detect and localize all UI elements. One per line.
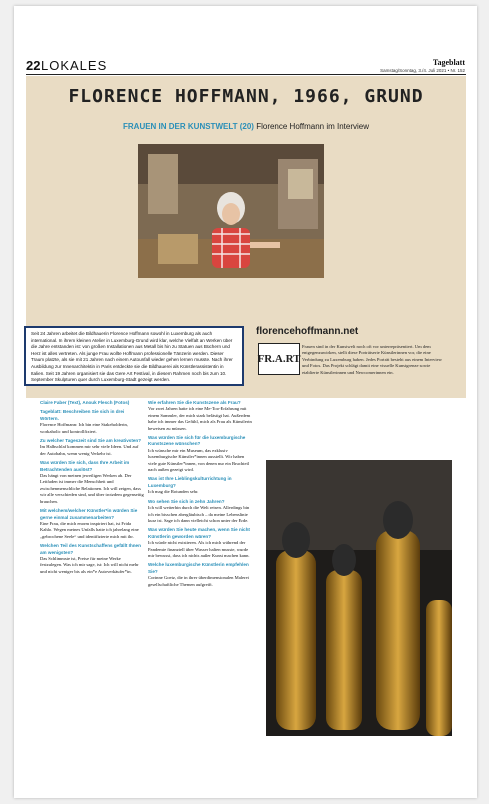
article-headline: FLORENCE HOFFMANN, 1966, GRUND	[68, 86, 424, 107]
page-number: 22	[26, 58, 41, 73]
statues-photo	[266, 460, 452, 736]
author-credit: Claire Faber (Text), Anouk Flesch (Fotos)	[40, 400, 130, 405]
question: Was würden Sie heute machen, wenn Sie nicht Künstlerin geworden wären?	[148, 527, 250, 539]
article-subhead	[26, 122, 466, 131]
page-header	[14, 6, 477, 74]
fr-art-logo: FR.A.RT	[258, 343, 300, 375]
question: Was ist Ihre Lieblingskulturrichtung in Luxemburg?	[148, 476, 232, 488]
question: Was würden Sie sich für die luxemburgische Kunstszene wünschen?	[148, 435, 246, 447]
answer: Ich würde nicht existieren. Als ich mich während der Pandemie finanziell über Wasser halten musste, wurde mir bewusst, dass ich nichts außer Kunst machen kann.	[148, 540, 250, 558]
question: Tageblatt: Beschreiben Sie sich in drei Wörtern.	[40, 409, 125, 421]
answer: Ich mag die Rotunden sehr.	[148, 489, 199, 495]
question: Mit welchem/welcher Künstler*in würden Sie gerne einmal zusammenarbeiten?	[40, 508, 138, 520]
answer: Ich wünsche mir ein Museum, das exklusiv luxemburgische Künstler*innen ausstellt. Wir haben viele gute Künstler*innen, von denen nur ein Bruchteil nach außen gezeigt wird.	[148, 447, 250, 473]
statues-photo-illustration	[266, 460, 452, 736]
question: Wo sehen Sie sich in zehn Jahren?	[148, 498, 225, 504]
section-title: LOKALES	[41, 58, 108, 73]
answer: Im Halbschlaf kommen mir sehr viele Ideen. Und auf der Autobahn, wenn wenig Verkehr ist.	[40, 444, 139, 456]
answer: Das hängt von meinen jeweiligen Werken ab. Der Leitfaden ist immer die Menschheit und zwischenmenschliche Relationen. Ich will zeigen, dass wir alle verschieden sind, und über trotzdem gegenseitig brauchen.	[40, 473, 144, 504]
header-rule	[26, 74, 466, 75]
answer: Florence Hoffmann: Ich bin eine Stakeholderin, workaholic und kontrollfixiert.	[40, 422, 128, 434]
series-description: Frauen sind in der Kunstwelt noch oft vor unterrepräsentiert. Um dem entgegenzuwirken, stellt diese Porträtserie Künstlerinnen vor, die eine Verbindung zu Luxemburg haben. Jedes Porträt besteht aus einem Interview und Fotos. Das Projekt schlägt damit eine visuelle Kunstgrenze sowie etablierte Künstlerinnen und Newcomerinnen ein.	[302, 344, 442, 375]
answer: Vor zwei Jahren hatte ich eine Me-Too-Erfahrung mit einem Sammler, der mich stark belästigt hat. Außerdem habe ich immer das Gefühl, mich als Frau als Künstlerin beweisen zu müssen.	[148, 406, 252, 431]
question: Welchen Teil des Kunstschaffens gefällt Ihnen am wenigsten?	[40, 543, 141, 555]
answer: Corinne Goetz, die in ihrer überdimensionalen Malerei gesellschaftliche Themen aufgreift.	[148, 575, 249, 587]
interview-column-2	[148, 400, 252, 591]
answer: Ich will weiterhin durch die Welt reisen. Allerdings bin ich ein bisschen abergläubisch – da meine Lebenslinie kurz ist. Sage ich dann vielleicht schon unter der Erde.	[148, 505, 250, 523]
question: Zu welcher Tageszeit sind Sie am kreativsten?	[40, 438, 142, 444]
question: Wie erfahren Sie die Kunstszene als Frau?	[148, 400, 241, 405]
studio-photo	[138, 144, 324, 278]
intro-box: Seit 24 Jahren arbeitet die Bildhauerin Florence Hoffmann sowohl in Luxemburg als auch international. In ihrem kleinen Atelier in Luxemburg-Grund wird klar, welche Vielfalt an Werken über die Jahre entstanden ist: von großen Installationen aus Metall bis hin zu Statuen aus Büchern und Herz ist alles vertreten. Als junge Frau wollte Hoffmann professionelle Tänzerin werden. Dieser Traum platzte, als sie mit 21 Jahren nach einem Autounfall wieder gehen lernen musste. Nach ihrer Ausbildung zur Innenarchitektin in Paris entdeckte sie die Bildhauerei als Künstlerassistentin in Italien. Seit 19 Jahren organisiert sie das Gere Art Festival, in diesem Rahmen noch bis zum 10. September Skulpturen quer durch Luxemburg-Stadt gezeigt werden.	[24, 326, 244, 386]
question: Was würden Sie sich, dass Ihre Arbeit im Betrachtenden auslöst?	[40, 460, 130, 472]
answer: Eine Frau, die mich enorm inspiriert hat, ist Frida Kahlo. Wegen meines Unfalls hatte ich jahrelang eine „gebrochene Seele“ und identifizierte mich mit ihr.	[40, 520, 139, 539]
newspaper-brand: Tageblatt	[432, 58, 465, 67]
series-kicker: FRAUEN IN DER KUNSTWELT (20)	[123, 122, 254, 131]
issue-date: Samstag/Sonntag, 3./4. Juli 2021 • Nr. 152	[380, 68, 465, 73]
interview-column-1	[40, 400, 144, 578]
studio-photo-illustration	[138, 144, 324, 278]
artist-website-link[interactable]: florencehoffmann.net	[256, 326, 359, 337]
article-subtitle: Florence Hoffmann im Interview	[256, 122, 369, 131]
question: Welche luxemburgische Künstlerin empfehlen Sie?	[148, 562, 249, 574]
answer: Das Schlimmste ist, Preise für meine Werke festzulegen. Was ich mir sage, ist: Ich will nicht mehr und nicht weniger bis als ein*e Autoverkäufer*in.	[40, 555, 139, 574]
